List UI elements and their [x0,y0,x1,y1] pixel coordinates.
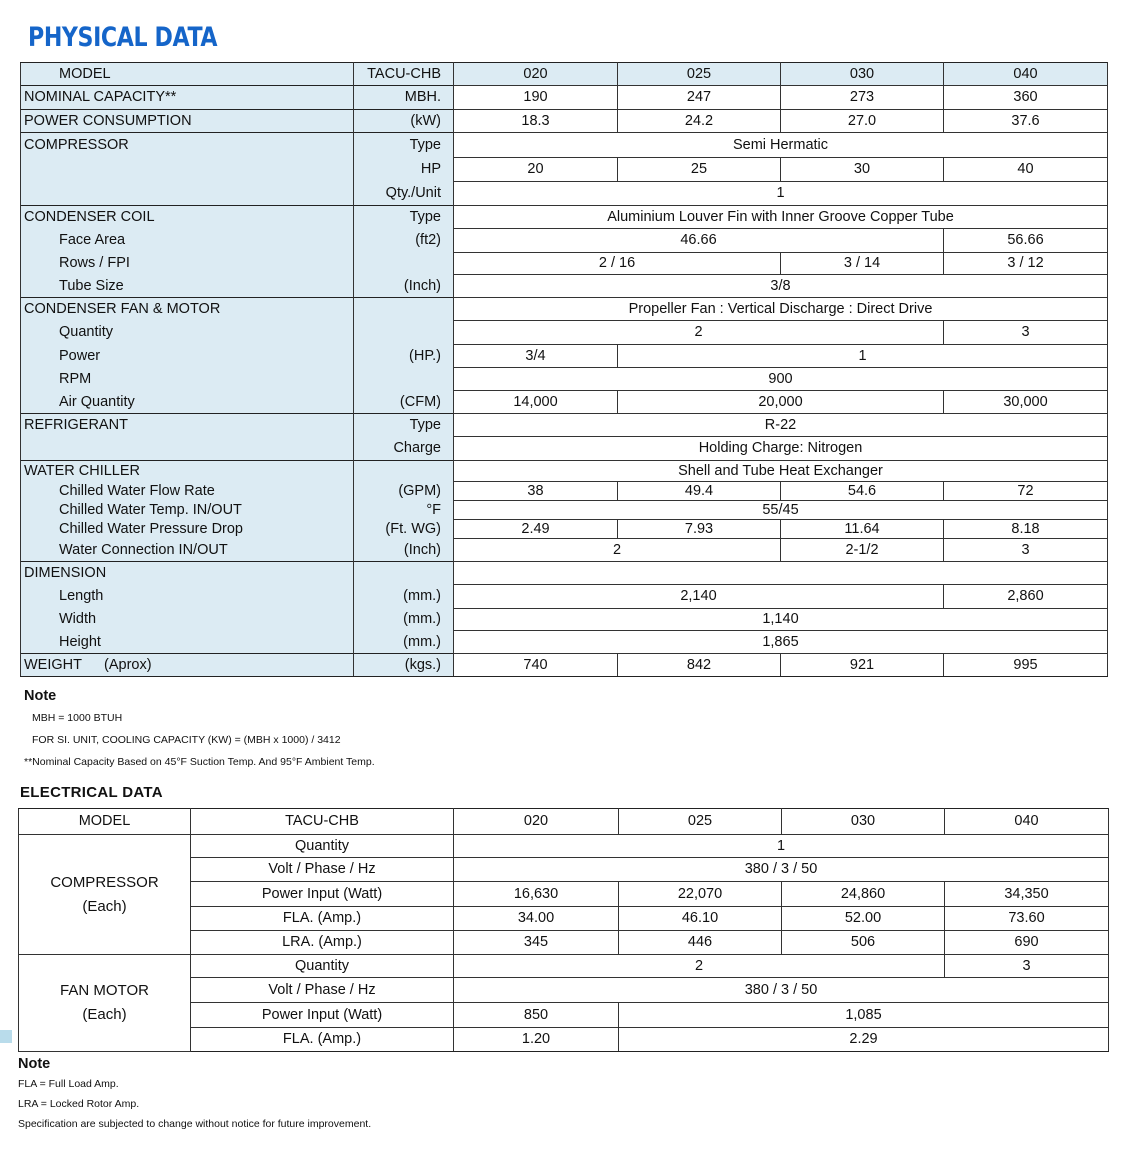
height-label: Height [21,631,354,654]
refrigerant-charge-row [21,437,1108,461]
fan-rpm-label: RPM [21,368,354,391]
power-consumption-row [21,110,1108,133]
model-label: MODEL [21,63,354,86]
weight-approx: (Aprox) [104,656,152,673]
length-row [21,585,1108,609]
face-area-label: Face Area [21,229,354,253]
comp-quantity-label: Quantity [191,835,454,858]
air-quantity-value-b: 20,000 [618,391,944,414]
compressor-qty-row [21,182,1108,206]
nominal-capacity-unit: MBH. [354,86,454,110]
water-connection-row [21,539,1108,562]
tube-size-label: Tube Size [21,275,354,298]
model-020: 020 [454,63,618,86]
rows-fpi-row [21,253,1108,275]
height-value: 1,865 [454,631,1108,654]
air-quantity-value-a: 14,000 [454,391,618,414]
electrical-model-label: MODEL [19,809,191,835]
power-consumption-040: 37.6 [944,110,1108,133]
power-consumption-unit: (kW) [354,110,454,133]
water-chiller-label: WATER CHILLER [21,461,354,482]
nominal-capacity-row [21,86,1108,110]
compressor-hp-040: 40 [944,158,1108,182]
water-connection-value-c: 3 [944,539,1108,562]
model-030: 030 [781,63,944,86]
comp-power-040: 34,350 [945,882,1109,907]
compressor-qty-value: 1 [454,182,1108,206]
air-quantity-unit: (CFM) [354,391,454,414]
nominal-capacity-label: NOMINAL CAPACITY** [21,86,354,110]
nominal-capacity-040: 360 [944,86,1108,110]
note-line: Specification are subjected to change without notice for future improvement. [18,1118,372,1130]
weight-label-cell [21,654,354,677]
water-temp-value: 55/45 [454,501,1108,520]
fan-vph-label: Volt / Phase / Hz [191,978,454,1003]
flow-rate-030: 54.6 [781,482,944,501]
pressure-drop-030: 11.64 [781,520,944,539]
compressor-each: (Each) [82,897,127,915]
comp-vph-label: Volt / Phase / Hz [191,858,454,882]
compressor-hp-025: 25 [618,158,781,182]
comp-power-025: 22,070 [619,882,782,907]
compressor-hp-020: 20 [454,158,618,182]
comp-lra-040: 690 [945,931,1109,955]
pressure-drop-unit: (Ft. WG) [354,520,454,539]
fan-motor-group [19,955,191,1052]
tube-size-row [21,275,1108,298]
note-line: LRA = Locked Rotor Amp. [18,1098,140,1110]
refrigerant-label: REFRIGERANT [21,414,354,437]
condenser-fan-type-row [21,298,1108,321]
weight-unit: (kgs.) [354,654,454,677]
comp-vph-value: 380 / 3 / 50 [454,858,1109,882]
fan-quantity-value-b: 3 [945,955,1109,978]
electrical-model-030: 030 [782,809,945,835]
fan-quantity-row [21,321,1108,345]
fan-quantity-label: Quantity [191,955,454,978]
face-area-unit: (ft2) [354,229,454,253]
compressor-type-value: Semi Hermatic [454,133,1108,158]
comp-fla-030: 52.00 [782,907,945,931]
fan-rpm-row [21,368,1108,391]
refrigerant-type-value: R-22 [454,414,1108,437]
comp-quantity-value: 1 [454,835,1109,858]
weight-030: 921 [781,654,944,677]
comp-power-020: 16,630 [454,882,619,907]
refrigerant-type-label: Type [354,414,454,437]
model-040: 040 [944,63,1108,86]
compressor-hp-label: HP [354,158,454,182]
compressor-hp-030: 30 [781,158,944,182]
face-area-row [21,229,1108,253]
power-consumption-020: 18.3 [454,110,618,133]
fan-motor-group-label: FAN MOTOR [60,982,149,999]
weight-label: WEIGHT [24,656,82,673]
comp-fla-025: 46.10 [619,907,782,931]
physical-header-row [21,63,1108,86]
model-code: TACU-CHB [354,63,454,86]
fan-fla-value-a: 1.20 [454,1028,619,1052]
length-unit: (mm.) [354,585,454,609]
fan-quantity-value-b: 3 [944,321,1108,345]
water-temp-label: Chilled Water Temp. IN/OUT [21,501,354,520]
note-heading: Note [24,688,57,704]
water-connection-value-a: 2 [454,539,781,562]
power-consumption-030: 27.0 [781,110,944,133]
pressure-drop-040: 8.18 [944,520,1108,539]
water-temp-row [21,501,1108,520]
fan-rpm-value: 900 [454,368,1108,391]
tube-size-unit: (Inch) [354,275,454,298]
note-heading: Note [18,1056,51,1072]
rows-fpi-value-b: 3 / 14 [781,253,944,275]
condenser-fan-type-value: Propeller Fan : Vertical Discharge : Direct Drive [454,298,1108,321]
note-line: **Nominal Capacity Based on 45°F Suction Temp. And 95°F Ambient Temp. [24,756,375,768]
electrical-model-040: 040 [945,809,1109,835]
compressor-qty-label: Qty./Unit [354,182,454,206]
comp-lra-025: 446 [619,931,782,955]
air-quantity-value-c: 30,000 [944,391,1108,414]
air-quantity-label: Air Quantity [21,391,354,414]
water-temp-unit: °F [354,501,454,520]
nominal-capacity-020: 190 [454,86,618,110]
compressor-type-row [21,133,1108,158]
width-label: Width [21,609,354,631]
fan-quantity-row [19,955,1109,978]
comp-fla-020: 34.00 [454,907,619,931]
fan-power-value-b: 1,085 [619,1003,1109,1028]
condenser-coil-type-row [21,206,1108,229]
pressure-drop-025: 7.93 [618,520,781,539]
fan-power-row [21,345,1108,368]
water-connection-value-b: 2-1/2 [781,539,944,562]
fan-motor-each: (Each) [82,1006,127,1023]
water-chiller-type-value: Shell and Tube Heat Exchanger [454,461,1108,482]
water-connection-label: Water Connection IN/OUT [21,539,354,562]
rows-fpi-value-c: 3 / 12 [944,253,1108,275]
fan-power-value-a: 850 [454,1003,619,1028]
width-unit: (mm.) [354,609,454,631]
fan-quantity-value-a: 2 [454,321,944,345]
flow-rate-040: 72 [944,482,1108,501]
fan-power-value-a: 3/4 [454,345,618,368]
physical-data-table [20,62,1108,677]
dimension-label: DIMENSION [21,562,354,585]
note-line: MBH = 1000 BTUH [32,712,123,724]
pressure-drop-label: Chilled Water Pressure Drop [21,520,354,539]
air-quantity-row [21,391,1108,414]
refrigerant-charge-label: Charge [354,437,454,461]
side-marker [0,1030,12,1043]
refrigerant-charge-value: Holding Charge: Nitrogen [454,437,1108,461]
comp-power-030: 24,860 [782,882,945,907]
weight-020: 740 [454,654,618,677]
electrical-header-row [19,809,1109,835]
water-connection-unit: (Inch) [354,539,454,562]
fan-quantity-value-a: 2 [454,955,945,978]
note-line: FLA = Full Load Amp. [18,1078,119,1090]
face-area-value-a: 46.66 [454,229,944,253]
electrical-data-title: ELECTRICAL DATA [20,784,163,801]
flow-rate-row [21,482,1108,501]
compressor-group-label: COMPRESSOR [50,873,159,891]
electrical-model-code: TACU-CHB [191,809,454,835]
refrigerant-type-row [21,414,1108,437]
comp-lra-030: 506 [782,931,945,955]
width-value: 1,140 [454,609,1108,631]
pressure-drop-row [21,520,1108,539]
nominal-capacity-025: 247 [618,86,781,110]
fan-vph-value: 380 / 3 / 50 [454,978,1109,1003]
length-label: Length [21,585,354,609]
compressor-type-label: Type [354,133,454,158]
weight-row [21,654,1108,677]
height-unit: (mm.) [354,631,454,654]
electrical-data-table [18,808,1109,1052]
page-title: PHYSICAL DATA [28,22,218,53]
flow-rate-025: 49.4 [618,482,781,501]
power-consumption-label: POWER CONSUMPTION [21,110,354,133]
electrical-model-020: 020 [454,809,619,835]
flow-rate-unit: (GPM) [354,482,454,501]
pressure-drop-020: 2.49 [454,520,618,539]
comp-fla-040: 73.60 [945,907,1109,931]
note-line: FOR SI. UNIT, COOLING CAPACITY (KW) = (MBH x 1000) / 3412 [32,734,341,746]
tube-size-value: 3/8 [454,275,1108,298]
electrical-model-025: 025 [619,809,782,835]
nominal-capacity-030: 273 [781,86,944,110]
fan-power-value-b: 1 [618,345,1108,368]
model-025: 025 [618,63,781,86]
fan-fla-label: FLA. (Amp.) [191,1028,454,1052]
width-row [21,609,1108,631]
power-consumption-025: 24.2 [618,110,781,133]
water-chiller-type-row [21,461,1108,482]
compressor-group [19,835,191,955]
comp-lra-label: LRA. (Amp.) [191,931,454,955]
height-row [21,631,1108,654]
condenser-fan-label: CONDENSER FAN & MOTOR [21,298,354,321]
comp-lra-020: 345 [454,931,619,955]
weight-025: 842 [618,654,781,677]
flow-rate-label: Chilled Water Flow Rate [21,482,354,501]
rows-fpi-label: Rows / FPI [21,253,354,275]
condenser-coil-type-label: Type [354,206,454,229]
fan-power-unit: (HP.) [354,345,454,368]
condenser-coil-type-value: Aluminium Louver Fin with Inner Groove Copper Tube [454,206,1108,229]
face-area-value-b: 56.66 [944,229,1108,253]
length-value-b: 2,860 [944,585,1108,609]
comp-power-label: Power Input (Watt) [191,882,454,907]
comp-fla-label: FLA. (Amp.) [191,907,454,931]
flow-rate-020: 38 [454,482,618,501]
dimension-row [21,562,1108,585]
fan-power-label: Power [21,345,354,368]
weight-040: 995 [944,654,1108,677]
comp-quantity-row [19,835,1109,858]
fan-quantity-label: Quantity [21,321,354,345]
condenser-coil-label: CONDENSER COIL [21,206,354,229]
length-value-a: 2,140 [454,585,944,609]
compressor-label: COMPRESSOR [21,133,354,158]
fan-fla-value-b: 2.29 [619,1028,1109,1052]
compressor-hp-row [21,158,1108,182]
fan-power-label: Power Input (Watt) [191,1003,454,1028]
rows-fpi-value-a: 2 / 16 [454,253,781,275]
